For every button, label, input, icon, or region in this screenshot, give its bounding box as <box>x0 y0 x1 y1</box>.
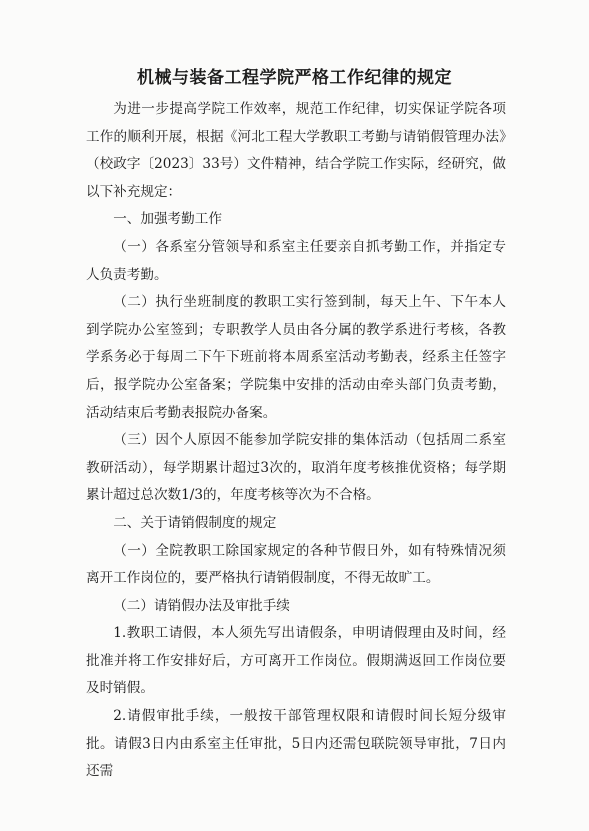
document-body <box>86 96 506 786</box>
attendance-item-2: （二）执行坐班制度的教职工实行签到制，每天上午、下午本人到学院办公室签到；专职教学人员由各分属的教学系进行考核，各教学系务必于每周二下午下班前将本周系室活动考勤表，经系主任签字后，报学院办公室备案；学院集中安排的活动由牵头部门负责考勤，活动结束后考勤表报院办备案。 <box>86 294 506 421</box>
attendance-item-3: （三）因个人原因不能参加学院安排的集体活动（包括周二系室教研活动），每学期累计超过3次的，取消年度考核推优资格；每学期累计超过总次数1/3的，年度考核等次为不合格。 <box>86 432 506 504</box>
intro-paragraph: 为进一步提高学院工作效率，规范工作纪律，切实保证学院各项工作的顺利开展，根据《河北工程大学教职工考勤与请销假管理办法》（校政字〔2023〕33号）文件精神，结合学院工作实际，经研究，做以下补充规定： <box>86 101 506 200</box>
section-heading-attendance: 一、加强考勤工作 <box>113 211 222 228</box>
leave-point-2: 2.请假审批手续，一般按干部管理权限和请假时间长短分级审批。请假3日内由系室主任审批，5日内还需包联院领导审批，7日内还需 <box>86 708 506 780</box>
document-title: 机械与装备工程学院严格工作纪律的规定 <box>137 68 452 88</box>
leave-item-1: （一）全院教职工除国家规定的各种节假日外，如有特殊情况须离开工作岗位的，要严格执行请销假制度，不得无故旷工。 <box>86 542 506 587</box>
section-heading-leave: 二、关于请销假制度的规定 <box>113 514 277 531</box>
attendance-item-1: （一）各系室分管领导和系室主任要亲自抓考勤工作，并指定专人负责考勤。 <box>86 238 506 283</box>
leave-point-1: 1.教职工请假，本人须先写出请假条，申明请假理由及时间，经批准并将工作安排好后，方可离开工作岗位。假期满返回工作岗位要及时销假。 <box>86 625 506 697</box>
leave-item-2-heading: （二）请销假办法及审批手续 <box>113 597 290 614</box>
